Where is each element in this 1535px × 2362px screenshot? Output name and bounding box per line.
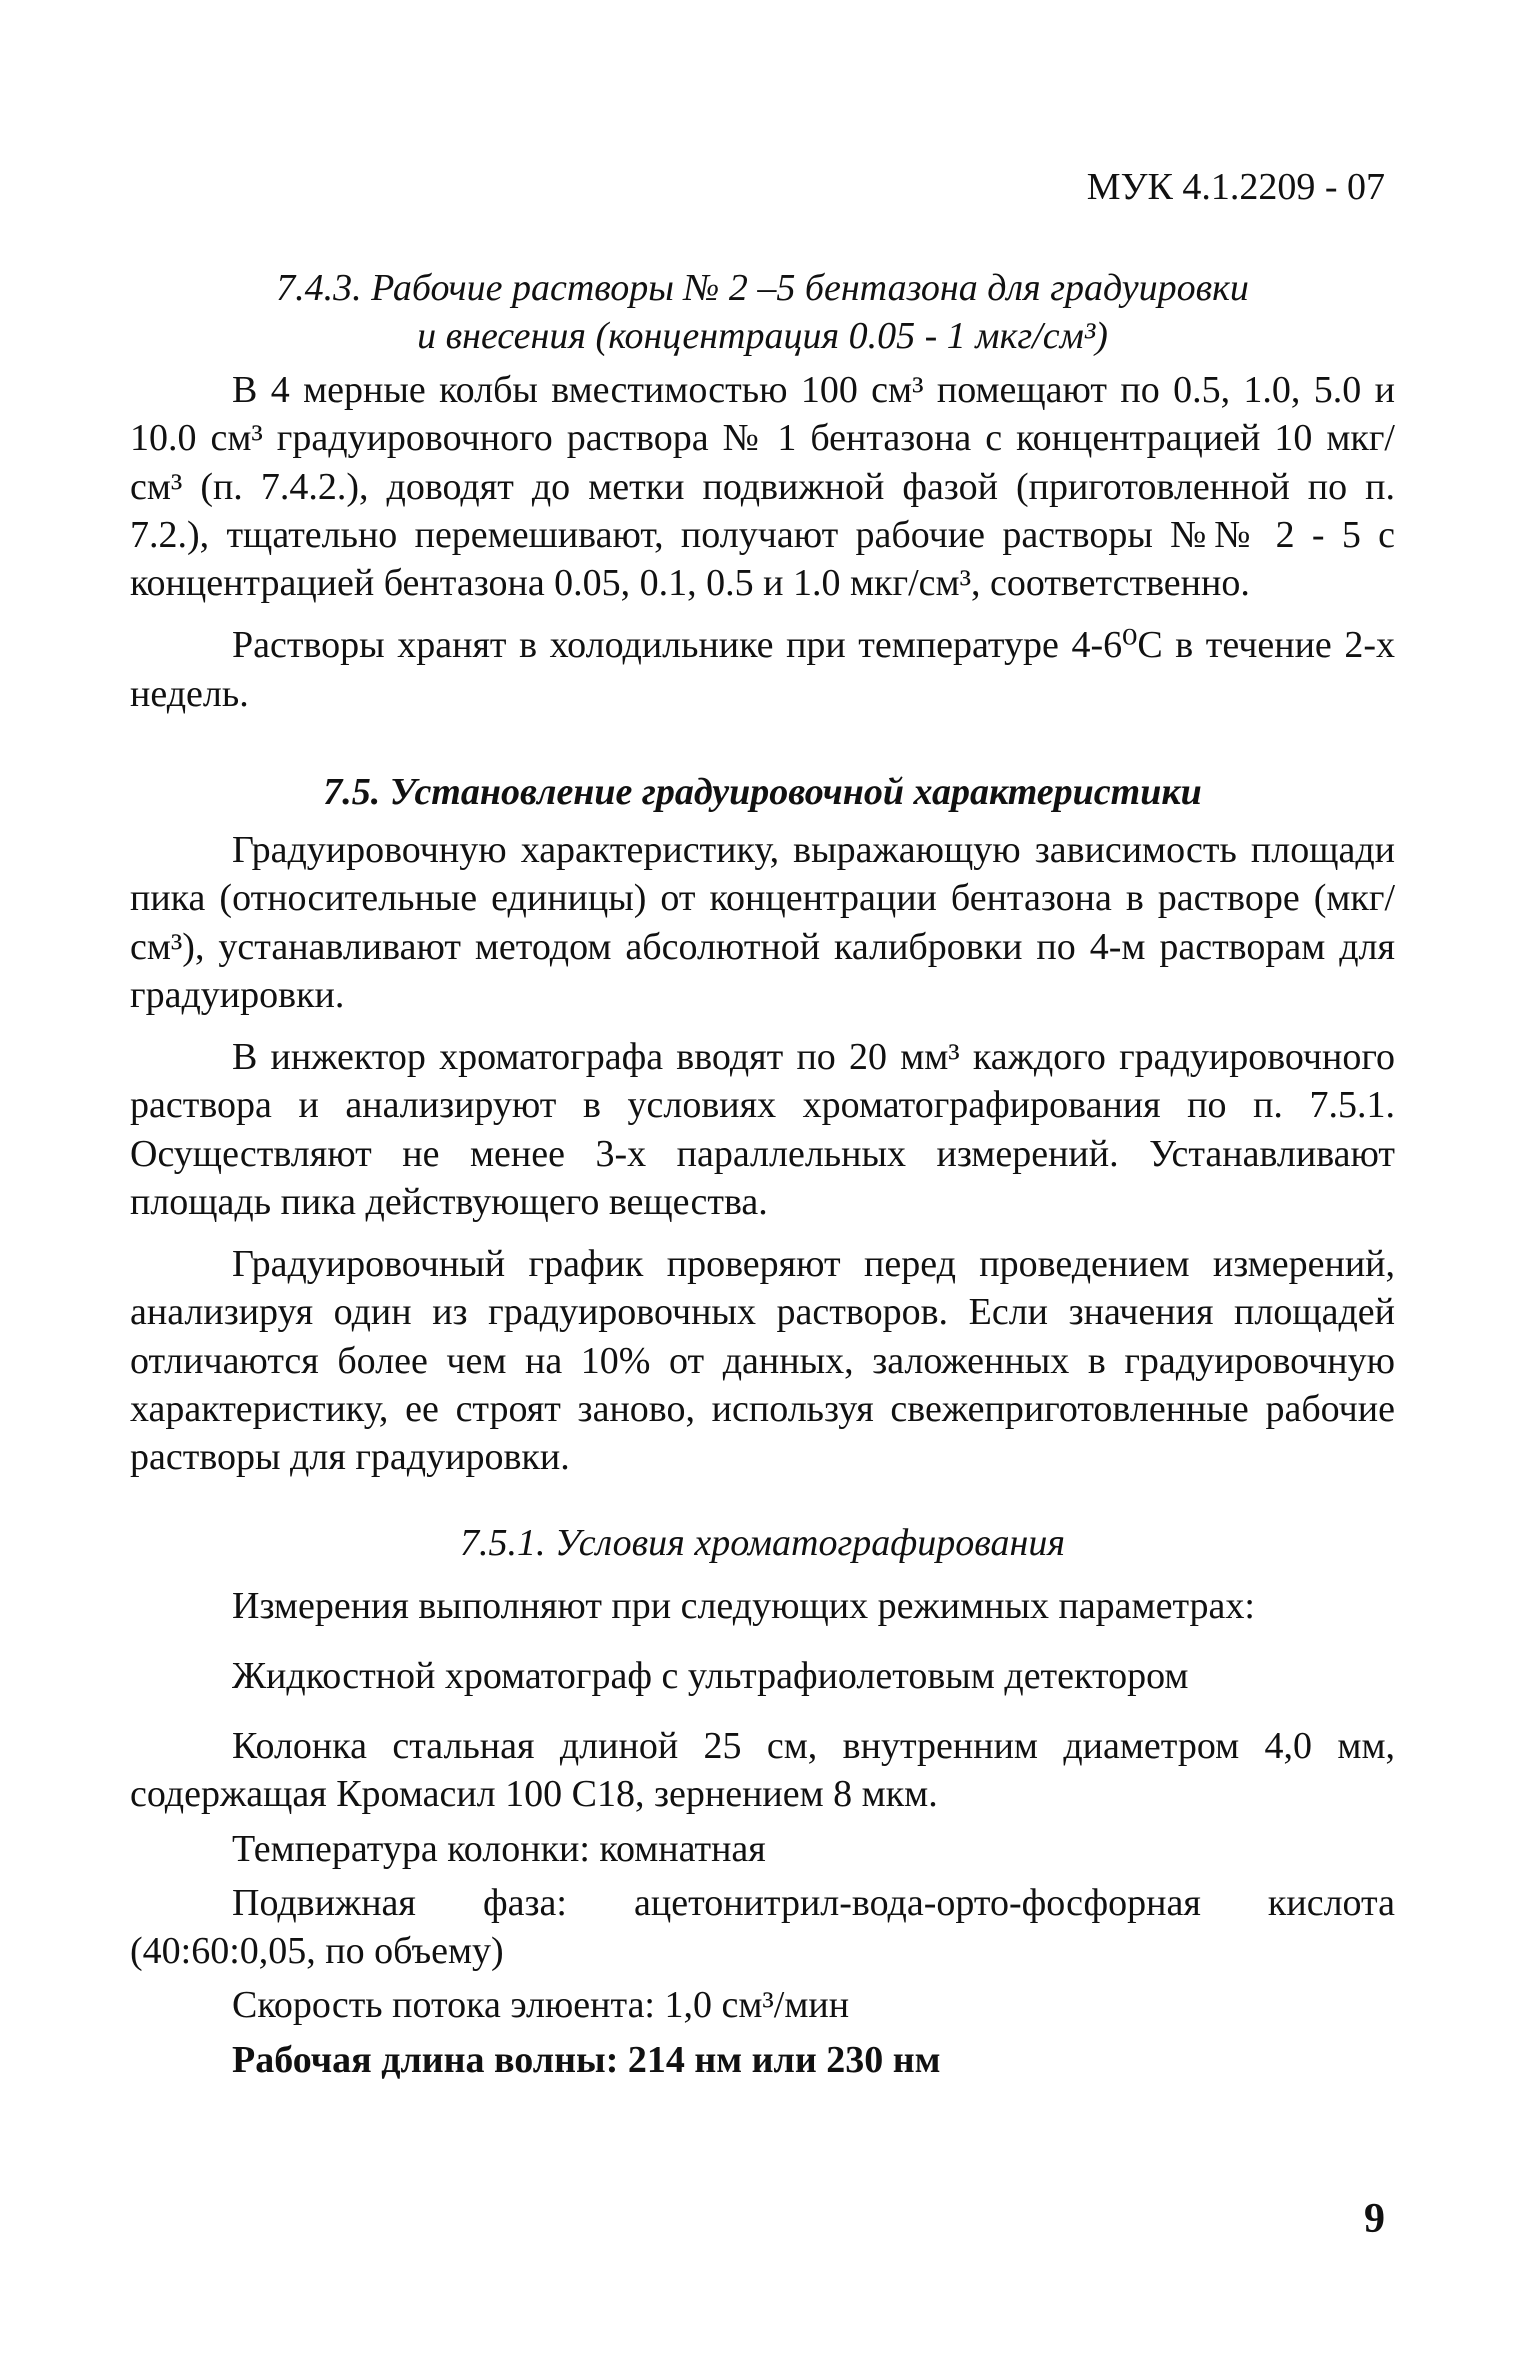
heading-line-2: и внесения (концентрация 0.05 - 1 мкг/см³) [417, 314, 1108, 357]
condition-item: Подвижная фаза: ацетонитрил-вода-орто-фосфорная кислота (40:60:0,05, по объему) [130, 1881, 1395, 1972]
paragraph: В инжектор хроматографа вводят по 20 мм³ каждого градуировочного раствора и анализируют в условиях хроматографирования по п. 7.5.1. Осуществляют не менее 3-х параллельных измерений. Устанавливают площадь пика действующего вещества. [130, 1036, 1395, 1223]
condition-item: Колонка стальная длиной 25 см, внутренним диаметром 4,0 мм, содержащая Кромасил 100 С18, зернением 8 мкм. [130, 1725, 1395, 1816]
condition-item: Жидкостной хроматограф с ультрафиолетовым детектором [232, 1654, 1189, 1697]
document-body [130, 265, 1395, 2084]
paragraph: Градуировочную характеристику, выражающую зависимость площади пика (относительные единицы) от концентрации бентазона в растворе (мкг/см³), устанавливают методом абсолютной калибровки по 4-м растворам для градуировки. [130, 829, 1395, 1016]
section-heading-7-5: 7.5. Установление градуировочной характеристики [323, 770, 1202, 813]
paragraph: В 4 мерные колбы вместимостью 100 см³ помещают по 0.5, 1.0, 5.0 и 10.0 см³ градуировочного раствора № 1 бентазона с концентрацией 10 мкг/см³ (п. 7.4.2.), доводят до метки подвижной фазой (приготовленной по п. 7.2.), тщательно перемешивают, получают рабочие растворы №№ 2 - 5 с концентрацией бентазона 0.05, 0.1, 0.5 и 1.0 мкг/см³, соответственно. [130, 369, 1395, 604]
paragraph: Растворы хранят в холодильнике при температуре 4-6⁰С в течение 2-х недель. [130, 624, 1395, 715]
condition-item: Скорость потока элюента: 1,0 см³/мин [232, 1984, 850, 2027]
condition-intro: Измерения выполняют при следующих режимных параметрах: [232, 1584, 1255, 1627]
condition-item: Рабочая длина волны: 214 нм или 230 нм [232, 2038, 941, 2081]
document-code: МУК 4.1.2209 - 07 [1086, 166, 1385, 208]
paragraph: Градуировочный график проверяют перед проведением измерений, анализируя один из градуировочных растворов. Если значения площадей отличаются более чем на 10% от данных, заложенных в градуировочную характеристику, ее строят заново, используя свежеприготовленные рабочие растворы для градуировки. [130, 1243, 1395, 1478]
section-heading-7-4-3 [130, 265, 1395, 360]
section-heading-7-5-1: 7.5.1. Условия хроматографирования [459, 1522, 1065, 1565]
condition-item: Температура колонки: комнатная [232, 1827, 766, 1870]
page-number: 9 [1364, 2196, 1385, 2242]
heading-line-1: 7.4.3. Рабочие растворы № 2 –5 бентазона для градуировки [276, 267, 1249, 309]
